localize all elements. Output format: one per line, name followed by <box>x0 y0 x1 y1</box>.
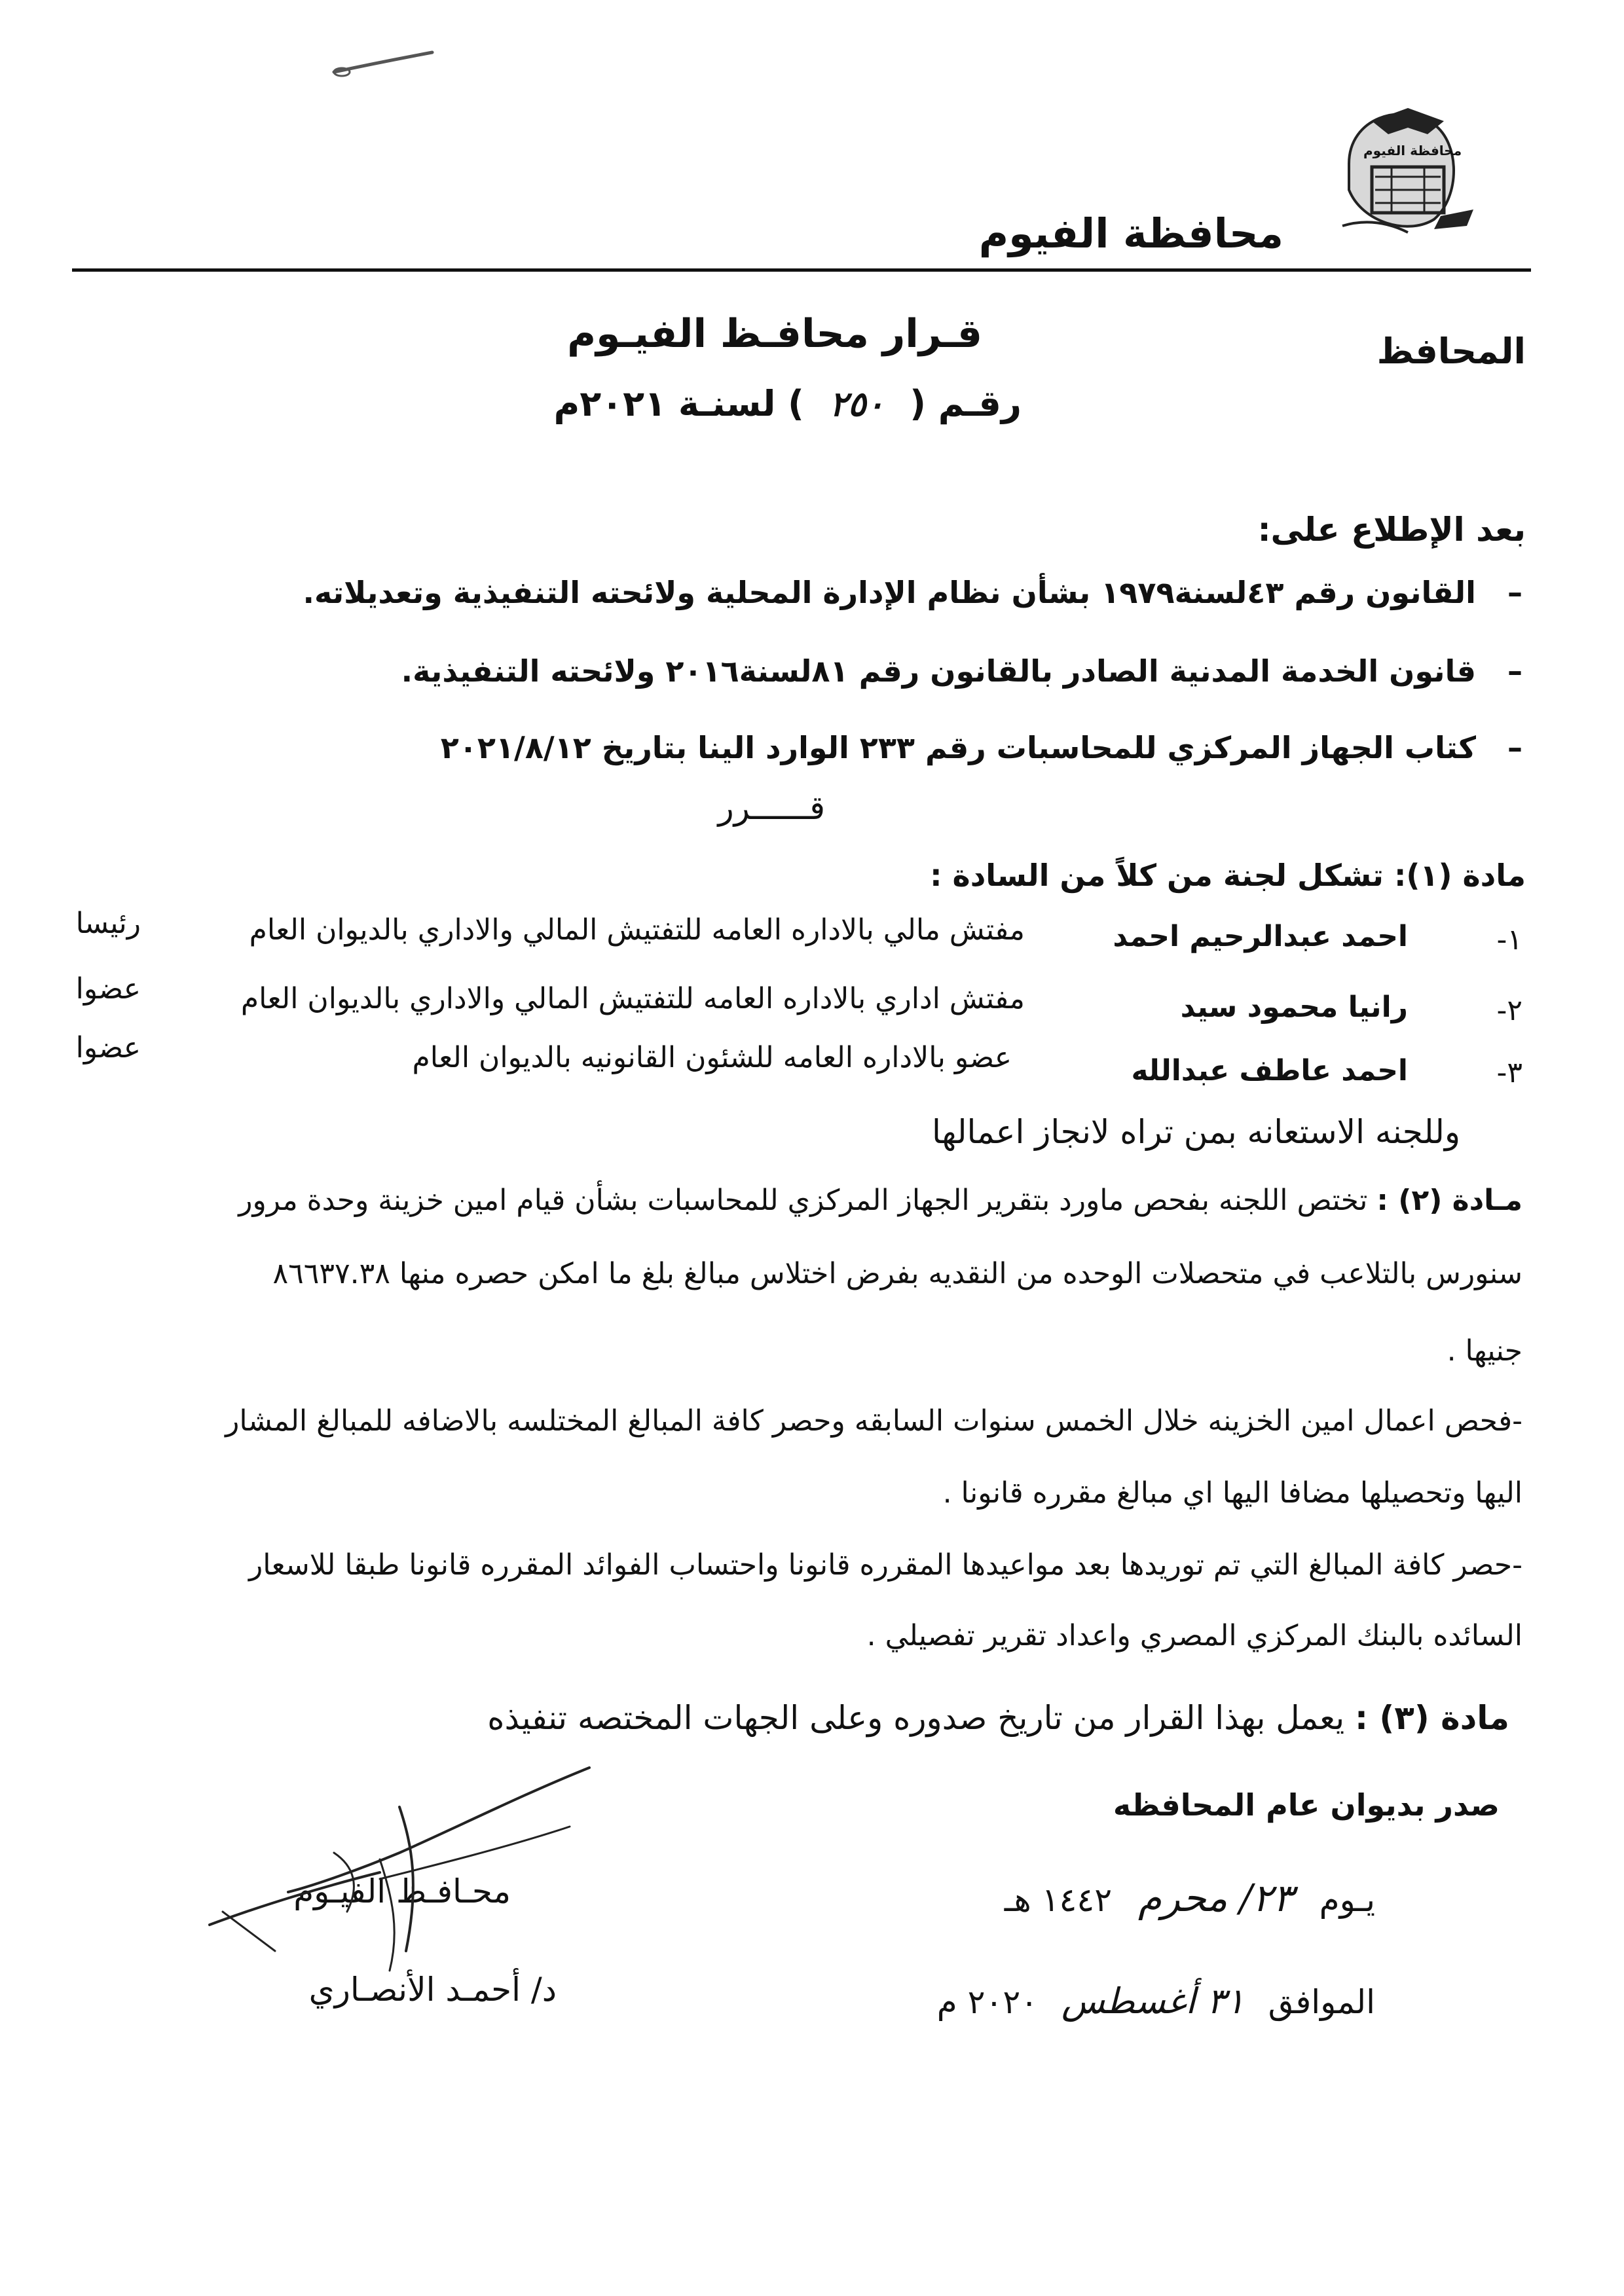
article-2-line: -حصر كافة المبالغ التي تم توريدها بعد مواعيدها المقرره قانونا واحتساب الفوائد المقرره قانونا طبقا للاسعار <box>248 1548 1522 1582</box>
bullet-mark: – <box>1507 653 1522 689</box>
article-1-text: تشكل لجنة من كلاً من السادة : <box>930 858 1384 893</box>
member-name: رانيا محمود سيد <box>1180 991 1408 1024</box>
decree-number-prefix: رقـم ( <box>910 383 1022 424</box>
bullet-mark: – <box>1507 575 1522 610</box>
article-2-line: جنيها . <box>1447 1334 1522 1368</box>
article-2-line: -فحص اعمال امين الخزينه خلال الخمس سنوات السابقه وحصر كافة المبالغ المختلسه بالاضافه للمبالغ المشار <box>225 1404 1522 1438</box>
handwritten-signature <box>183 1755 602 1990</box>
gregorian-date-line <box>937 1980 1375 2022</box>
article-2-line: السائده بالبنك المركزي المصري واعداد تقرير تفصيلي . <box>866 1619 1522 1652</box>
preamble-item <box>441 730 1522 765</box>
member-position: مفتش اداري بالاداره العامه للتفتيش المالي والاداري بالديوان العام <box>240 982 1025 1015</box>
governorate-logo <box>1336 98 1480 236</box>
gregorian-year: ٢٠٢٠ م <box>936 1983 1039 2021</box>
preamble-heading: بعد الإطلاع على: <box>1257 511 1526 549</box>
member-role: عضوا <box>75 1031 141 1065</box>
decree-number-suffix: ) لسنـة ٢٠٢١م <box>553 383 804 424</box>
member-number: ٢- <box>1496 994 1522 1027</box>
article-3 <box>487 1699 1509 1737</box>
member-number: ٣- <box>1496 1056 1522 1089</box>
governorate-name: محافظة الفيوم <box>978 210 1283 257</box>
article-2-label: مـادة (٢) : <box>1376 1184 1522 1217</box>
corresponding-prefix: الموافق <box>1268 1983 1375 2021</box>
member-name: احمد عاطف عبدالله <box>1131 1054 1408 1087</box>
article-2-text: تختص اللجنه بفحص ماورد بتقرير الجهاز المركزي للمحاسبات بشأن قيام امين خزينة وحدة مرور <box>238 1184 1368 1217</box>
stray-pen-mark <box>327 46 439 79</box>
member-role: عضوا <box>75 972 141 1006</box>
article-1-label: مادة (١): <box>1393 858 1526 893</box>
member-number: ١- <box>1496 923 1522 957</box>
decree-number-line <box>554 383 1022 424</box>
member-name: احمد عبدالرحيم احمد <box>1113 920 1408 953</box>
decree-title: قـرار محافـظ الفيـوم <box>567 311 982 357</box>
logo-text: محافظة الفيوم <box>1363 143 1462 158</box>
preamble-item-text: قانون الخدمة المدنية الصادر بالقانون رقم ٨١لسنة٢٠١٦ ولائحته التنفيذية. <box>401 653 1476 689</box>
signature-title: محـافـظ الفيـوم <box>293 1872 511 1910</box>
preamble-item-text: القانون رقم ٤٣لسنة١٩٧٩ بشأن نظام الإدارة المحلية ولائحته التنفيذية وتعديلاته. <box>303 575 1476 610</box>
signature-name: د/ أحمـد الأنصـاري <box>308 1971 557 2009</box>
header-divider <box>72 268 1531 272</box>
member-position: مفتش مالي بالاداره العامه للتفتيش المالي والاداري بالديوان العام <box>249 913 1025 947</box>
decree-number-handwritten: ٢٥٠ <box>829 384 885 424</box>
decided-heading: قــــــرر <box>718 789 825 827</box>
bullet-mark: – <box>1507 730 1522 765</box>
day-handwritten: ٢٣/ محرم <box>1138 1876 1293 1920</box>
member-role: رئيسا <box>75 907 141 940</box>
preamble-item-text: كتاب الجهاز المركزي للمحاسبات رقم ٢٣٣ الوارد الينا بتاريخ ٢٠٢١/٨/١٢ <box>440 730 1476 765</box>
article-3-label: مادة (٣) : <box>1355 1699 1509 1737</box>
hijri-year: ١٤٤٢ هـ <box>1004 1881 1113 1919</box>
article-1-assistance: وللجنه الاستعانه بمن تراه لانجاز اعمالها <box>932 1113 1460 1151</box>
issued-at: صدر بديوان عام المحافظه <box>1113 1787 1500 1823</box>
day-prefix: يـوم <box>1319 1881 1375 1919</box>
article-2-line-1 <box>238 1184 1522 1217</box>
preamble-item <box>303 575 1523 610</box>
member-position: عضو بالاداره العامه للشئون القانونيه بالديوان العام <box>412 1041 1012 1074</box>
gregorian-handwritten: ٣١ أغسطس <box>1061 1980 1245 2022</box>
article-2-line: سنورس بالتلاعب في متحصلات الوحده من النقديه بفرض اختلاس مبالغ بلغ ما امكن حصره منها ٨٦٦٣٧.٣٨ <box>272 1257 1522 1290</box>
hijri-date-line <box>1005 1876 1375 1920</box>
preamble-item <box>401 653 1522 689</box>
article-1-heading <box>930 858 1526 893</box>
article-3-text: يعمل بهذا القرار من تاريخ صدوره وعلى الجهات المختصه تنفيذه <box>487 1699 1345 1737</box>
office-label: المحافظ <box>1376 331 1526 372</box>
article-2-line: اليها وتحصيلها مضافا اليها اي مبالغ مقرره قانونا . <box>942 1476 1522 1510</box>
